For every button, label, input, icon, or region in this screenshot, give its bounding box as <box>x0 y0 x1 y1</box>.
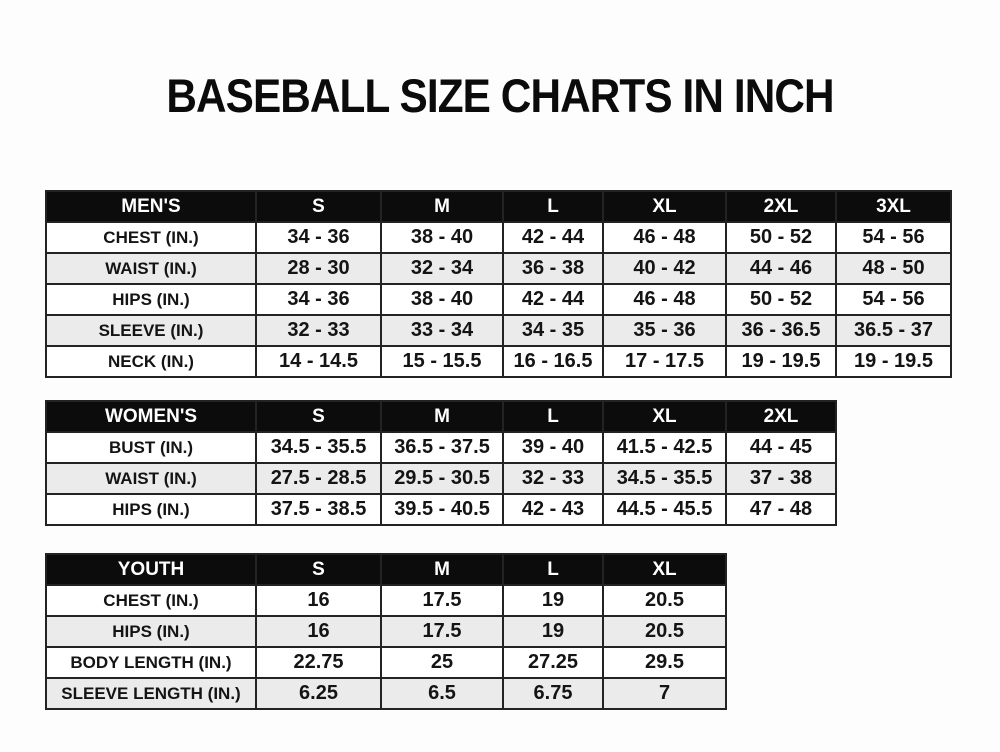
size-value: 42 - 43 <box>503 494 603 525</box>
womens-group-header: WOMEN'S <box>46 401 256 432</box>
column-header: M <box>381 554 503 585</box>
table-row <box>46 315 951 346</box>
size-value: 34.5 - 35.5 <box>603 463 726 494</box>
size-value: 50 - 52 <box>726 284 836 315</box>
size-value: 15 - 15.5 <box>381 346 503 377</box>
size-value: 19 <box>503 585 603 616</box>
table-row <box>46 222 951 253</box>
size-value: 44 - 46 <box>726 253 836 284</box>
youth-size-table <box>45 553 727 710</box>
size-value: 34.5 - 35.5 <box>256 432 381 463</box>
column-header: L <box>503 191 603 222</box>
size-value: 48 - 50 <box>836 253 951 284</box>
youth-header-row <box>46 554 726 585</box>
size-value: 36 - 36.5 <box>726 315 836 346</box>
size-value: 32 - 33 <box>256 315 381 346</box>
size-value: 34 - 36 <box>256 222 381 253</box>
row-label: BUST (IN.) <box>46 432 256 463</box>
size-value: 36 - 38 <box>503 253 603 284</box>
size-value: 16 <box>256 616 381 647</box>
size-value: 40 - 42 <box>603 253 726 284</box>
size-value: 17.5 <box>381 616 503 647</box>
size-value: 19 - 19.5 <box>726 346 836 377</box>
column-header: 2XL <box>726 401 836 432</box>
column-header: M <box>381 191 503 222</box>
row-label: HIPS (IN.) <box>46 494 256 525</box>
column-header: S <box>256 191 381 222</box>
table-row <box>46 647 726 678</box>
size-value: 37 - 38 <box>726 463 836 494</box>
size-value: 35 - 36 <box>603 315 726 346</box>
column-header: L <box>503 554 603 585</box>
row-label: HIPS (IN.) <box>46 616 256 647</box>
size-value: 38 - 40 <box>381 284 503 315</box>
mens-group-header: MEN'S <box>46 191 256 222</box>
size-value: 14 - 14.5 <box>256 346 381 377</box>
table-row <box>46 346 951 377</box>
size-value: 37.5 - 38.5 <box>256 494 381 525</box>
row-label: HIPS (IN.) <box>46 284 256 315</box>
size-value: 32 - 33 <box>503 463 603 494</box>
size-value: 29.5 <box>603 647 726 678</box>
size-value: 34 - 35 <box>503 315 603 346</box>
size-value: 34 - 36 <box>256 284 381 315</box>
size-value: 44 - 45 <box>726 432 836 463</box>
size-value: 16 <box>256 585 381 616</box>
table-row <box>46 284 951 315</box>
size-value: 46 - 48 <box>603 284 726 315</box>
size-value: 25 <box>381 647 503 678</box>
womens-size-table <box>45 400 837 526</box>
table-row <box>46 463 836 494</box>
mens-size-table <box>45 190 952 378</box>
size-value: 54 - 56 <box>836 222 951 253</box>
column-header: XL <box>603 554 726 585</box>
size-value: 42 - 44 <box>503 222 603 253</box>
table-row <box>46 494 836 525</box>
size-value: 27.5 - 28.5 <box>256 463 381 494</box>
row-label: BODY LENGTH (IN.) <box>46 647 256 678</box>
row-label: SLEEVE LENGTH (IN.) <box>46 678 256 709</box>
column-header: L <box>503 401 603 432</box>
row-label: CHEST (IN.) <box>46 585 256 616</box>
size-value: 6.75 <box>503 678 603 709</box>
size-value: 6.5 <box>381 678 503 709</box>
size-value: 16 - 16.5 <box>503 346 603 377</box>
size-value: 50 - 52 <box>726 222 836 253</box>
size-value: 47 - 48 <box>726 494 836 525</box>
column-header: XL <box>603 401 726 432</box>
column-header: XL <box>603 191 726 222</box>
table-row <box>46 678 726 709</box>
row-label: WAIST (IN.) <box>46 253 256 284</box>
size-value: 19 - 19.5 <box>836 346 951 377</box>
size-value: 6.25 <box>256 678 381 709</box>
size-value: 22.75 <box>256 647 381 678</box>
size-value: 36.5 - 37.5 <box>381 432 503 463</box>
size-value: 46 - 48 <box>603 222 726 253</box>
column-header: 2XL <box>726 191 836 222</box>
size-value: 28 - 30 <box>256 253 381 284</box>
size-value: 44.5 - 45.5 <box>603 494 726 525</box>
size-value: 39 - 40 <box>503 432 603 463</box>
size-value: 29.5 - 30.5 <box>381 463 503 494</box>
table-row <box>46 585 726 616</box>
mens-header-row <box>46 191 951 222</box>
column-header: 3XL <box>836 191 951 222</box>
size-value: 38 - 40 <box>381 222 503 253</box>
table-row <box>46 432 836 463</box>
size-value: 20.5 <box>603 585 726 616</box>
size-value: 36.5 - 37 <box>836 315 951 346</box>
size-value: 41.5 - 42.5 <box>603 432 726 463</box>
size-value: 54 - 56 <box>836 284 951 315</box>
size-value: 42 - 44 <box>503 284 603 315</box>
page-title: BASEBALL SIZE CHARTS IN INCH <box>166 69 834 122</box>
column-header: S <box>256 554 381 585</box>
row-label: SLEEVE (IN.) <box>46 315 256 346</box>
table-row <box>46 616 726 647</box>
size-value: 17 - 17.5 <box>603 346 726 377</box>
column-header: S <box>256 401 381 432</box>
size-value: 27.25 <box>503 647 603 678</box>
row-label: NECK (IN.) <box>46 346 256 377</box>
womens-header-row <box>46 401 836 432</box>
size-value: 19 <box>503 616 603 647</box>
row-label: WAIST (IN.) <box>46 463 256 494</box>
size-value: 32 - 34 <box>381 253 503 284</box>
size-value: 17.5 <box>381 585 503 616</box>
table-row <box>46 253 951 284</box>
size-value: 39.5 - 40.5 <box>381 494 503 525</box>
youth-group-header: YOUTH <box>46 554 256 585</box>
size-value: 7 <box>603 678 726 709</box>
column-header: M <box>381 401 503 432</box>
row-label: CHEST (IN.) <box>46 222 256 253</box>
size-value: 33 - 34 <box>381 315 503 346</box>
size-value: 20.5 <box>603 616 726 647</box>
